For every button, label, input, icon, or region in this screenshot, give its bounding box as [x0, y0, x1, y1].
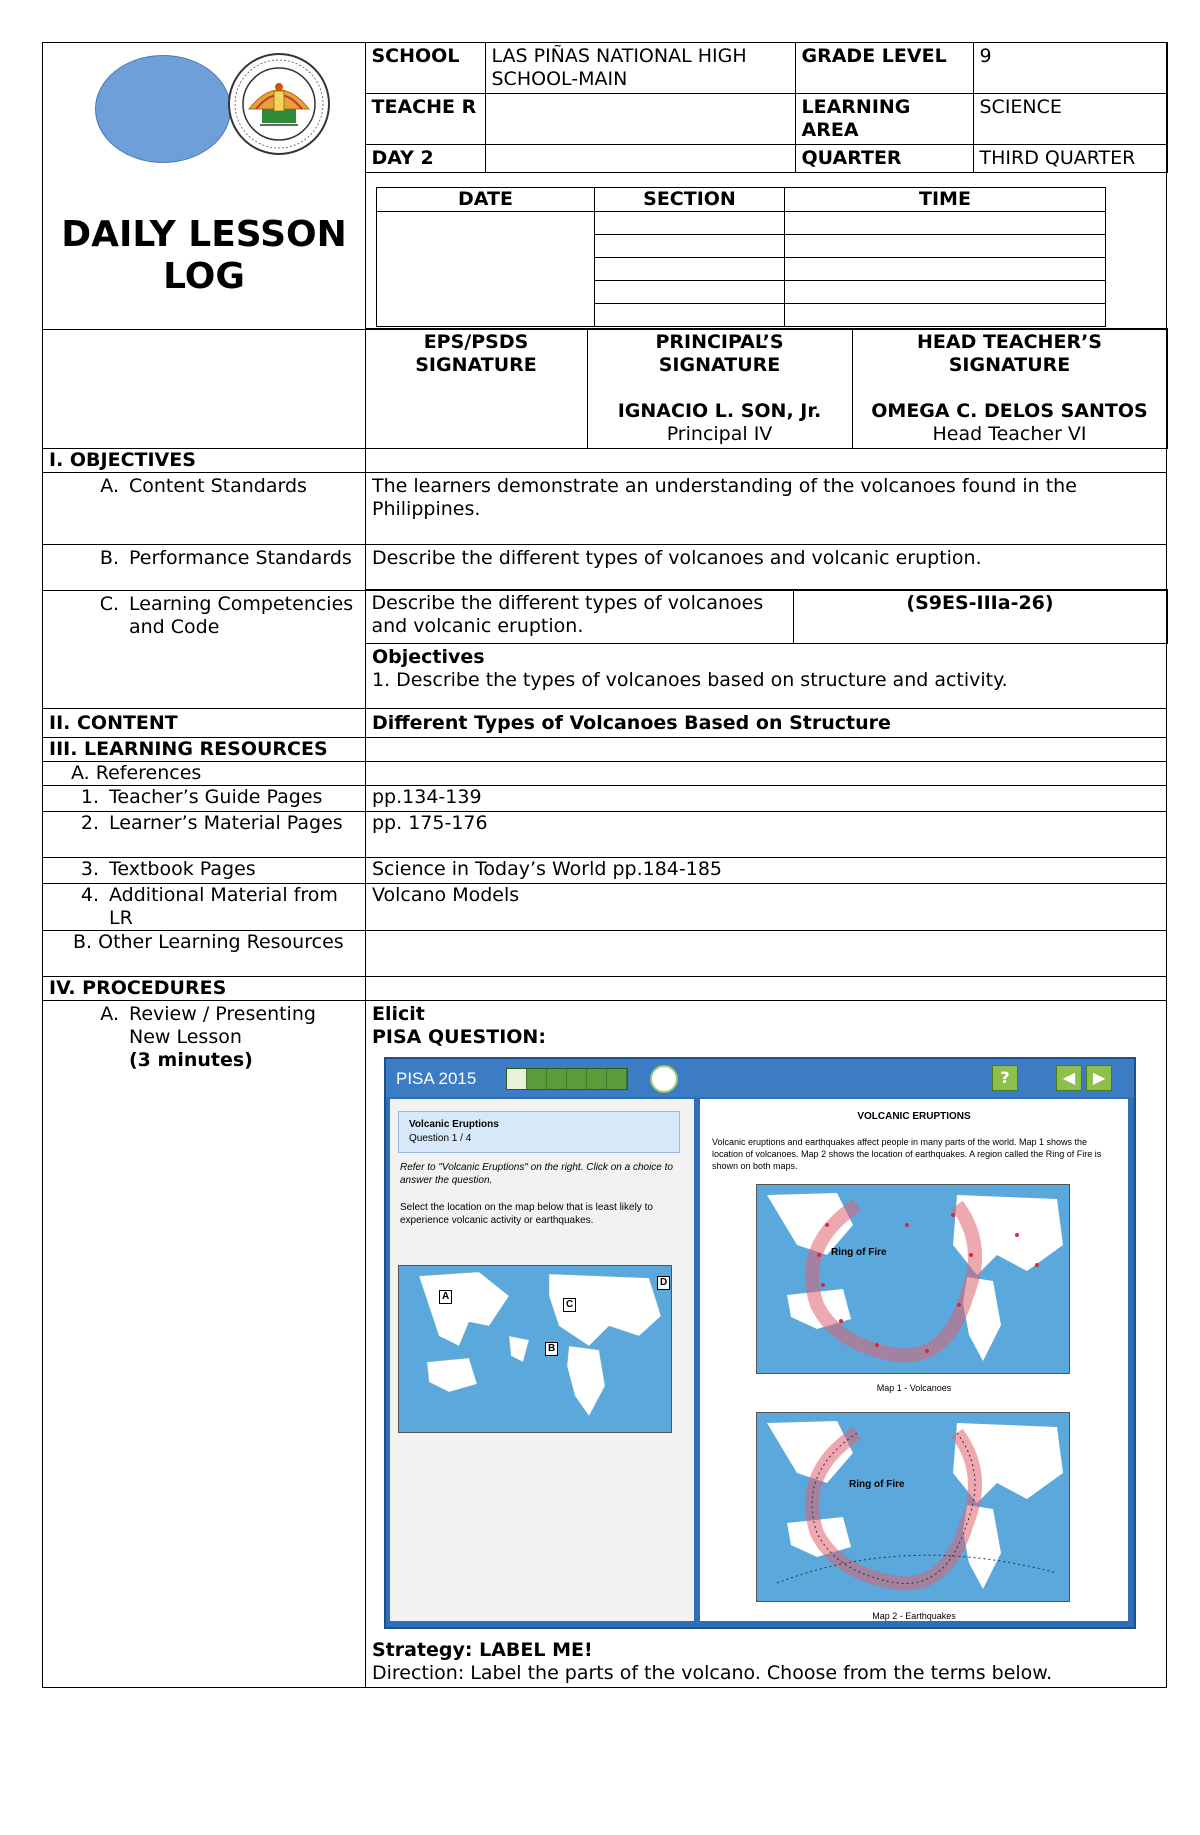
- resource-label: Teacher’s Guide Pages: [109, 786, 323, 808]
- choice-d[interactable]: D: [657, 1276, 670, 1290]
- resource-label-cell: [43, 858, 366, 884]
- resource-label-cell: [43, 786, 366, 812]
- teacher-value[interactable]: [485, 93, 795, 144]
- list-marker: C.: [99, 592, 119, 615]
- objectives-heading: I. OBJECTIVES: [43, 448, 366, 472]
- resource-value: pp. 175-176: [366, 812, 1167, 858]
- volcano-map: [756, 1184, 1070, 1374]
- head-teacher-name: OMEGA C. DELOS SANTOS: [871, 400, 1148, 422]
- list-marker: 2.: [80, 812, 99, 834]
- lesson-log-table: [42, 42, 1167, 1688]
- ring-of-fire-label: Ring of Fire: [849, 1479, 905, 1490]
- strategy-label: Strategy: LABEL ME!: [372, 1639, 593, 1661]
- grade-value: 9: [973, 42, 1167, 93]
- school-value: LAS PIÑAS NATIONAL HIGH SCHOOL-MAIN: [485, 42, 795, 93]
- list-marker: A.: [100, 1003, 119, 1025]
- content-value: Different Types of Volcanoes Based on Structure: [366, 709, 1167, 738]
- time-cell[interactable]: [785, 257, 1106, 280]
- competencies-value: Describe the different types of volcanoes and volcanic eruption.: [365, 590, 793, 644]
- list-marker: A.: [100, 474, 119, 497]
- signatures-table: [365, 328, 1168, 449]
- objectives-title: Objectives: [372, 646, 485, 668]
- head-teacher-title: Head Teacher VI: [932, 423, 1087, 445]
- other-resources-blank: [366, 931, 1167, 977]
- elicit-label: Elicit: [372, 1003, 425, 1025]
- question-instruction: Refer to "Volcanic Eruptions" on the right. Click on a choice to answer the question.: [400, 1162, 673, 1186]
- content-standards-label: Content Standards: [129, 474, 307, 497]
- pisa-title: PISA 2015: [396, 1069, 477, 1088]
- time-cell[interactable]: [785, 280, 1106, 303]
- review-label: Review / Presenting New Lesson: [129, 1003, 316, 1048]
- section-cell[interactable]: [595, 280, 785, 303]
- procedures-heading: IV. PROCEDURES: [43, 977, 366, 1001]
- day-label: DAY 2: [365, 144, 485, 172]
- list-marker: B.: [99, 546, 119, 569]
- eps-signature: [365, 329, 587, 449]
- resource-value: pp.134-139: [366, 786, 1167, 812]
- question-box: [398, 1111, 680, 1153]
- help-icon[interactable]: ?: [992, 1065, 1018, 1091]
- time-cell[interactable]: [785, 211, 1106, 234]
- head-teacher-signature: [852, 329, 1167, 449]
- choice-b[interactable]: B: [545, 1342, 558, 1356]
- schedule-table: [376, 187, 1106, 327]
- list-marker: 4.: [80, 884, 99, 906]
- school-label: SCHOOL: [365, 42, 485, 93]
- content-standards-value: The learners demonstrate an understanding of the volcanoes found in the Philippines.: [366, 472, 1167, 544]
- teacher-label: TEACHE R: [365, 93, 485, 144]
- logo-title-cell: [43, 43, 366, 330]
- section-cell[interactable]: [595, 257, 785, 280]
- resource-value: Volcano Models: [366, 884, 1167, 931]
- competencies-code: (S9ES-IIIa-26): [793, 590, 1167, 644]
- time-cell[interactable]: [785, 234, 1106, 257]
- performance-label: Performance Standards: [129, 546, 352, 569]
- source-panel: [700, 1099, 1128, 1621]
- content-heading: II. CONTENT: [43, 709, 366, 738]
- objectives-heading-blank: [366, 448, 1167, 472]
- earthquake-map-icon: [757, 1413, 1069, 1601]
- section-cell[interactable]: [595, 211, 785, 234]
- performance-value: Describe the different types of volcanoes and volcanic eruption.: [366, 544, 1167, 590]
- question-prompt: Select the location on the map below that is least likely to experience volcanic activity or earthquakes.: [400, 1202, 653, 1226]
- resource-value: Science in Today’s World pp.184-185: [366, 858, 1167, 884]
- grade-label: GRADE LEVEL: [795, 42, 973, 93]
- date-cell[interactable]: [377, 211, 595, 326]
- choice-c[interactable]: C: [563, 1298, 576, 1312]
- area-value: SCIENCE: [973, 93, 1167, 144]
- header-info-cell: [366, 43, 1167, 330]
- other-resources-label-cell: [43, 931, 366, 977]
- quarter-value: THIRD QUARTER: [973, 144, 1167, 172]
- question-number: Question 1 / 4: [409, 1133, 472, 1144]
- content-standards-label-cell: [43, 472, 366, 544]
- review-time: (3 minutes): [129, 1049, 253, 1071]
- resources-heading: III. LEARNING RESOURCES: [43, 738, 366, 762]
- performance-label-cell: [43, 544, 366, 590]
- pisa-screenshot: [384, 1057, 1136, 1629]
- principal-signature-label: PRINCIPAL’S SIGNATURE: [655, 331, 784, 376]
- question-title: Volcanic Eruptions: [409, 1119, 499, 1130]
- pisa-progress-bar: [506, 1068, 628, 1090]
- section-cell[interactable]: [595, 234, 785, 257]
- procedures-heading-blank: [366, 977, 1167, 1001]
- competencies-table: [365, 589, 1168, 644]
- pisa-label: PISA QUESTION:: [372, 1026, 546, 1048]
- list-marker: 3.: [80, 858, 99, 880]
- page-title: DAILY LESSON LOG: [61, 214, 347, 297]
- resource-label-cell: [43, 884, 366, 931]
- lesson-log-page: [42, 42, 1166, 1704]
- principal-name: IGNACIO L. SON, Jr.: [617, 400, 822, 422]
- pisa-toolbar: [386, 1059, 1134, 1097]
- day-value[interactable]: [485, 144, 795, 172]
- review-label-cell: [43, 1001, 366, 1688]
- next-arrow-icon[interactable]: ▶: [1086, 1065, 1112, 1091]
- choice-a[interactable]: A: [439, 1290, 452, 1304]
- back-arrow-icon[interactable]: ◀: [1056, 1065, 1082, 1091]
- objective-item: 1. Describe the types of volcanoes based on structure and activity.: [372, 669, 1008, 691]
- section-cell[interactable]: [595, 303, 785, 326]
- resource-label-cell: [43, 812, 366, 858]
- division-seal-icon: [226, 51, 332, 157]
- date-header: DATE: [377, 187, 595, 211]
- competencies-label: Learning Competencies and Code: [129, 592, 354, 638]
- area-label: LEARNING AREA: [795, 93, 973, 144]
- other-resources-label: B. Other Learning Resources: [73, 931, 344, 953]
- time-cell[interactable]: [785, 303, 1106, 326]
- quarter-label: QUARTER: [795, 144, 973, 172]
- head-signature-label: HEAD TEACHER’S SIGNATURE: [917, 331, 1102, 376]
- timer-icon: [650, 1065, 678, 1093]
- references-label: A. References: [43, 762, 366, 786]
- time-header: TIME: [785, 187, 1106, 211]
- review-content-cell: [366, 1001, 1167, 1688]
- logo-placeholder: [95, 55, 231, 163]
- map1-caption: Map 1 - Volcanoes: [876, 1383, 952, 1393]
- competencies-label-cell: [43, 590, 366, 709]
- section-header: SECTION: [595, 187, 785, 211]
- volcano-map-icon: [757, 1185, 1069, 1373]
- source-text: Volcanic eruptions and earthquakes affect people in many parts of the world. Map 1 shows the location of volcanoes. Map 2 shows the location of earthquakes. A region called the Ring of Fire is shown on both maps.: [712, 1137, 1102, 1171]
- question-panel: [390, 1099, 694, 1621]
- choice-map[interactable]: [398, 1265, 672, 1433]
- ring-of-fire-label: Ring of Fire: [831, 1247, 887, 1258]
- signature-blank-cell: [43, 329, 366, 448]
- references-blank: [366, 762, 1167, 786]
- eps-signature-label: EPS/PSDS SIGNATURE: [415, 331, 537, 376]
- earthquake-map: [756, 1412, 1070, 1602]
- competencies-cell: [366, 590, 1167, 709]
- principal-signature: [587, 329, 852, 449]
- map2-caption: Map 2 - Earthquakes: [872, 1611, 956, 1621]
- resource-label: Textbook Pages: [109, 858, 256, 880]
- resource-label: Learner’s Material Pages: [109, 812, 343, 834]
- list-marker: 1.: [80, 786, 99, 808]
- principal-title: Principal IV: [666, 423, 773, 445]
- signatures-cell: [366, 329, 1167, 448]
- source-title: VOLCANIC ERUPTIONS: [857, 1111, 971, 1122]
- direction-text: Direction: Label the parts of the volcano. Choose from the terms below.: [372, 1662, 1053, 1684]
- school-info-table: [365, 42, 1168, 173]
- resources-heading-blank: [366, 738, 1167, 762]
- resource-label: Additional Material from LR: [109, 884, 338, 929]
